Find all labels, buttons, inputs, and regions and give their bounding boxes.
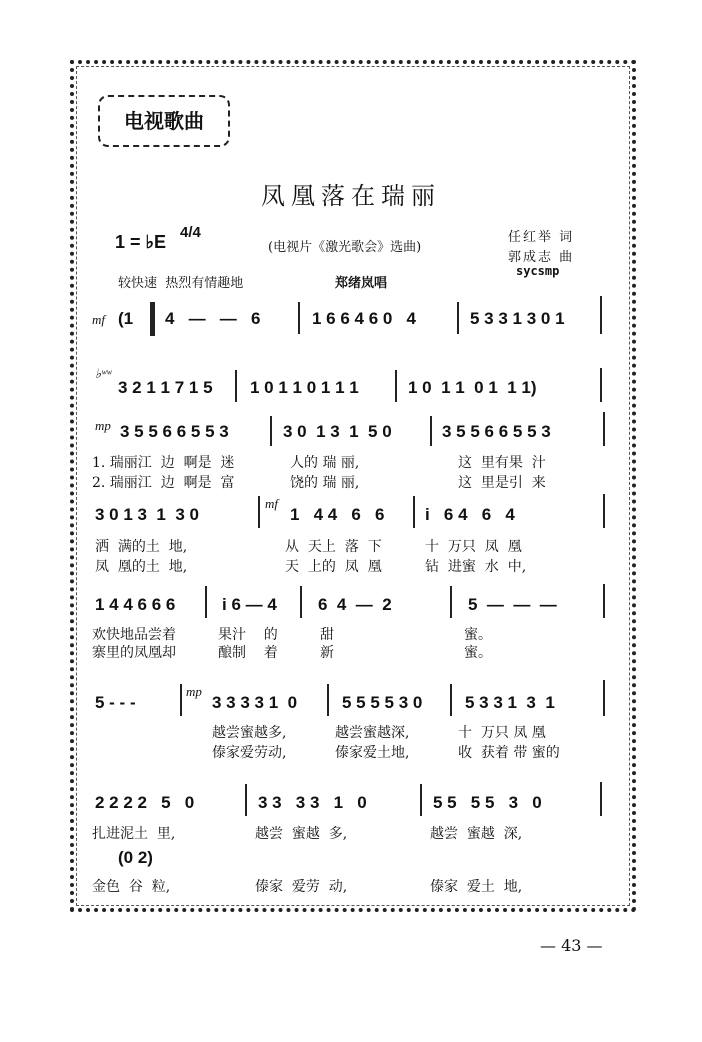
composer: 郭成志 曲 [508,250,575,265]
lyric: 傣家爱劳动, [212,745,287,761]
time-signature: 4/4 [180,224,201,241]
measure: 5 5 5 5 3 0 [342,693,423,712]
measure: 1 6 6 4 6 0 4 [312,309,416,328]
source-note: (电视片《激光歌会》选曲) [268,240,422,255]
measure: 3 2 1 1 7 1 5 [118,378,213,397]
barline [205,586,207,618]
dynamic-mp: mp [95,418,111,433]
barline [457,302,459,334]
lyric: 越尝蜜越深, [335,725,410,741]
barline [450,684,452,716]
lyric: 越尝 蜜越 多, [255,826,348,842]
lyricist: 任红举 词 [508,230,575,245]
lyric: 1. 瑞丽江 边 啊是 迷 [92,455,235,471]
barline [235,370,237,402]
dynamic-mp: mp [186,684,202,699]
dynamic-mf: mf [265,496,278,511]
lyric: 果汁 的 [218,627,278,643]
lyric: 2. 瑞丽江 边 啊是 富 [92,475,235,491]
lyric: 钻 进蜜 水 中, [425,559,527,575]
lyric: 十 万只 凤 凰 [458,725,546,741]
measure: 6 4 — 2 [318,595,392,614]
barline [450,586,452,618]
lyric: 金色 谷 粒, [92,879,171,895]
measure: 3 3 3 3 1 0 [212,693,298,712]
measure: 3 5 5 6 6 5 5 3 [442,422,551,441]
barline [600,782,602,816]
lyric: 凤 凰的土 地, [95,559,188,575]
barline [413,496,415,528]
lyric: 蜜。 [464,645,492,661]
lyric: 傣家 爱土 地, [430,879,523,895]
lyric: 十 万只 凤 凰 [425,539,522,555]
lyric: 人的 瑞 丽, [290,455,360,471]
barline [420,784,422,816]
measure: 5 3 3 1 3 1 [465,693,555,712]
lyric: 酿制 着 [218,645,278,661]
measure: 3 0 1 3 1 5 0 [283,422,392,441]
rest-variant: (0 2) [118,848,153,867]
lyric: 越尝蜜越多, [212,725,287,741]
tempo-marking: 较快速 热烈有情趣地 [118,276,244,291]
measure: i 6 4 6 4 [425,505,515,524]
song-title: 凤凰落在瑞丽 [261,182,441,210]
barline [603,584,605,618]
category-label: 电视歌曲 [98,95,230,147]
barline [603,412,605,446]
lyric: 这 里有果 汁 [458,455,546,471]
lyric: 这 里是引 来 [458,475,546,491]
lyric: 洒 满的土 地, [95,539,188,555]
lyric: 寨里的凤凰却 [92,645,176,661]
barline [600,368,602,402]
barline [327,684,329,716]
singer: 郑绪岚唱 [335,276,388,291]
lyric: 蜜。 [464,627,492,643]
watermark: sycsmp [516,264,560,278]
lyric: 饶的 瑞 丽, [290,475,360,491]
barline [395,370,397,402]
measure: 3 0 1 3 1 3 0 [95,505,199,524]
lyric: 新 [320,645,334,661]
lyric: 扎进泥土 里, [92,826,176,842]
barline [300,586,302,618]
barline [603,680,605,716]
lyric: 天 上的 凤 凰 [285,559,382,575]
measure: 3 5 5 6 6 5 5 3 [120,422,229,441]
measure: 1 0 1 1 0 1 1 1 [250,378,359,397]
measure: i 6 — 4 [222,595,277,614]
lyric: 欢快地品尝着 [92,627,176,643]
measure: 5 - - - [95,693,136,712]
measure: 3 3 3 3 1 0 [258,793,367,812]
lyric: 甜 [320,627,334,643]
barline [603,494,605,528]
measure: 1 4 4 6 6 6 [95,595,176,614]
measure: 5 3 3 1 3 0 1 [470,309,565,328]
barline [180,684,182,716]
lyric: 傣家 爱劳 动, [255,879,348,895]
lyric: 收 获着 带 蜜的 [458,745,560,761]
measure: 5 — — — [468,595,557,614]
barline [600,296,602,334]
barline [258,496,260,528]
key-signature: 1 = ♭E [115,232,167,252]
barline [430,416,432,446]
lyric: 越尝 蜜越 深, [430,826,523,842]
dynamic-mf: mf [92,312,105,327]
lyric: 从 天上 落 下 [285,539,382,555]
measure: 5 5 5 5 3 0 [433,793,542,812]
page-number: — 43 — [540,936,603,955]
intro-note: (1 [118,309,134,328]
dynamic-mordent: ♭ʷʷ [95,366,112,381]
measure: 2 2 2 2 5 0 [95,793,195,812]
repeat-barline [150,302,155,336]
barline [270,416,272,446]
measure: 1 0 1 1 0 1 1 1) [408,378,537,397]
barline [298,302,300,334]
measure: 4 — — 6 [165,309,261,328]
barline [245,784,247,816]
measure: 1 4 4 6 6 [290,505,385,524]
lyric: 傣家爱土地, [335,745,410,761]
